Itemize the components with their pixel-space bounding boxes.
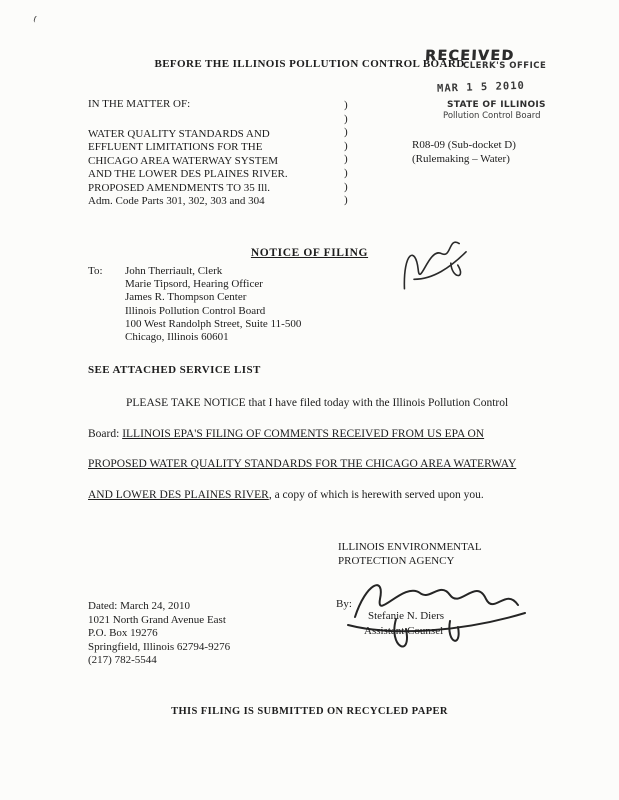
notice-body-paragraph xyxy=(88,388,540,510)
to-line: Chicago, Illinois 60601 xyxy=(125,331,229,344)
phone-line: (217) 782-5544 xyxy=(88,654,157,666)
caption-line: AND THE LOWER DES PLAINES RIVER. xyxy=(88,168,288,180)
signer-name: Stefanie N. Diers xyxy=(368,610,445,622)
caption-paren-column xyxy=(344,99,348,208)
paren: ) xyxy=(344,112,348,125)
paren: ) xyxy=(344,166,348,179)
caption-line: EFFLUENT LIMITATIONS FOR THE xyxy=(88,141,263,153)
address-line: Springfield, Illinois 62794-9276 xyxy=(88,640,231,653)
stamp-board-text: Pollution Control Board xyxy=(443,111,541,121)
scan-artifact xyxy=(33,15,41,24)
service-list-note: SEE ATTACHED SERVICE LIST xyxy=(88,364,261,376)
paren: ) xyxy=(344,99,348,111)
dated-address-block xyxy=(88,600,230,668)
paren: ) xyxy=(344,139,348,152)
dated-line: Dated: March 24, 2010 xyxy=(88,600,191,612)
to-label: To: xyxy=(88,265,103,277)
to-line: Marie Tipsord, Hearing Officer xyxy=(125,278,263,291)
caption-line: WATER QUALITY STANDARDS AND xyxy=(88,127,270,140)
handwritten-initials xyxy=(390,228,480,298)
to-line: James R. Thompson Center xyxy=(125,291,247,304)
caption-line: CHICAGO AREA WATERWAY SYSTEM xyxy=(88,154,278,167)
stamp-date-text: MAR 1 5 2010 xyxy=(436,79,526,95)
case-caption xyxy=(88,98,348,209)
by-label: By: xyxy=(336,598,352,610)
docket-type: (Rulemaking – Water) xyxy=(412,153,510,165)
notice-of-filing-heading xyxy=(0,247,619,259)
agency-line-2: PROTECTION AGENCY xyxy=(338,555,455,567)
paren: ) xyxy=(344,194,348,207)
address-line: 1021 North Grand Avenue East xyxy=(88,613,226,626)
agency-line-1: ILLINOIS ENVIRONMENTAL xyxy=(338,541,482,553)
caption-line: Adm. Code Parts 301, 302, 303 and 304 xyxy=(88,195,265,207)
stamp-clerks-office-text: CLERK'S OFFICE xyxy=(463,61,547,71)
in-the-matter-label: IN THE MATTER OF: xyxy=(88,98,191,110)
docket-number: R08-09 (Sub-docket D) xyxy=(412,139,516,151)
body-text-close: , a copy of which is herewith served upon you. xyxy=(268,488,484,501)
paren: ) xyxy=(344,126,348,139)
to-line: John Therriault, Clerk xyxy=(125,265,223,277)
stamp-received-text: RECEIVED xyxy=(424,48,515,64)
paren: ) xyxy=(344,180,348,193)
docket-info xyxy=(412,138,516,166)
address-line: P.O. Box 19276 xyxy=(88,627,158,639)
to-block xyxy=(88,265,301,344)
paren: ) xyxy=(344,153,348,166)
to-line: Illinois Pollution Control Board xyxy=(125,304,266,317)
recycled-paper-footer: THIS FILING IS SUBMITTED ON RECYCLED PAPER xyxy=(171,706,448,717)
to-lines xyxy=(125,265,301,344)
stamp-state-text: STATE OF ILLINOIS xyxy=(447,100,546,110)
signer-title: Assistant Counsel xyxy=(364,625,444,637)
notice-of-filing-text: NOTICE OF FILING xyxy=(250,247,369,259)
document-title: BEFORE THE ILLINOIS POLLUTION CONTROL BOARD xyxy=(154,58,465,70)
caption-line: PROPOSED AMENDMENTS TO 35 Ill. xyxy=(88,181,271,194)
to-line: 100 West Randolph Street, Suite 11-500 xyxy=(125,317,302,330)
body-text-filing-title: ILLINOIS EPA'S FILING OF COMMENTS RECEIVED FROM US EPA ON PROPOSED WATER QUALITY STANDARDS FOR THE CHICAGO AREA WATERWAY AND LOWER DES PLAINES RIVER xyxy=(88,427,517,501)
body-text-lead: PLEASE TAKE NOTICE that I have filed today with the Illinois Pollution Control Board: xyxy=(88,397,509,440)
